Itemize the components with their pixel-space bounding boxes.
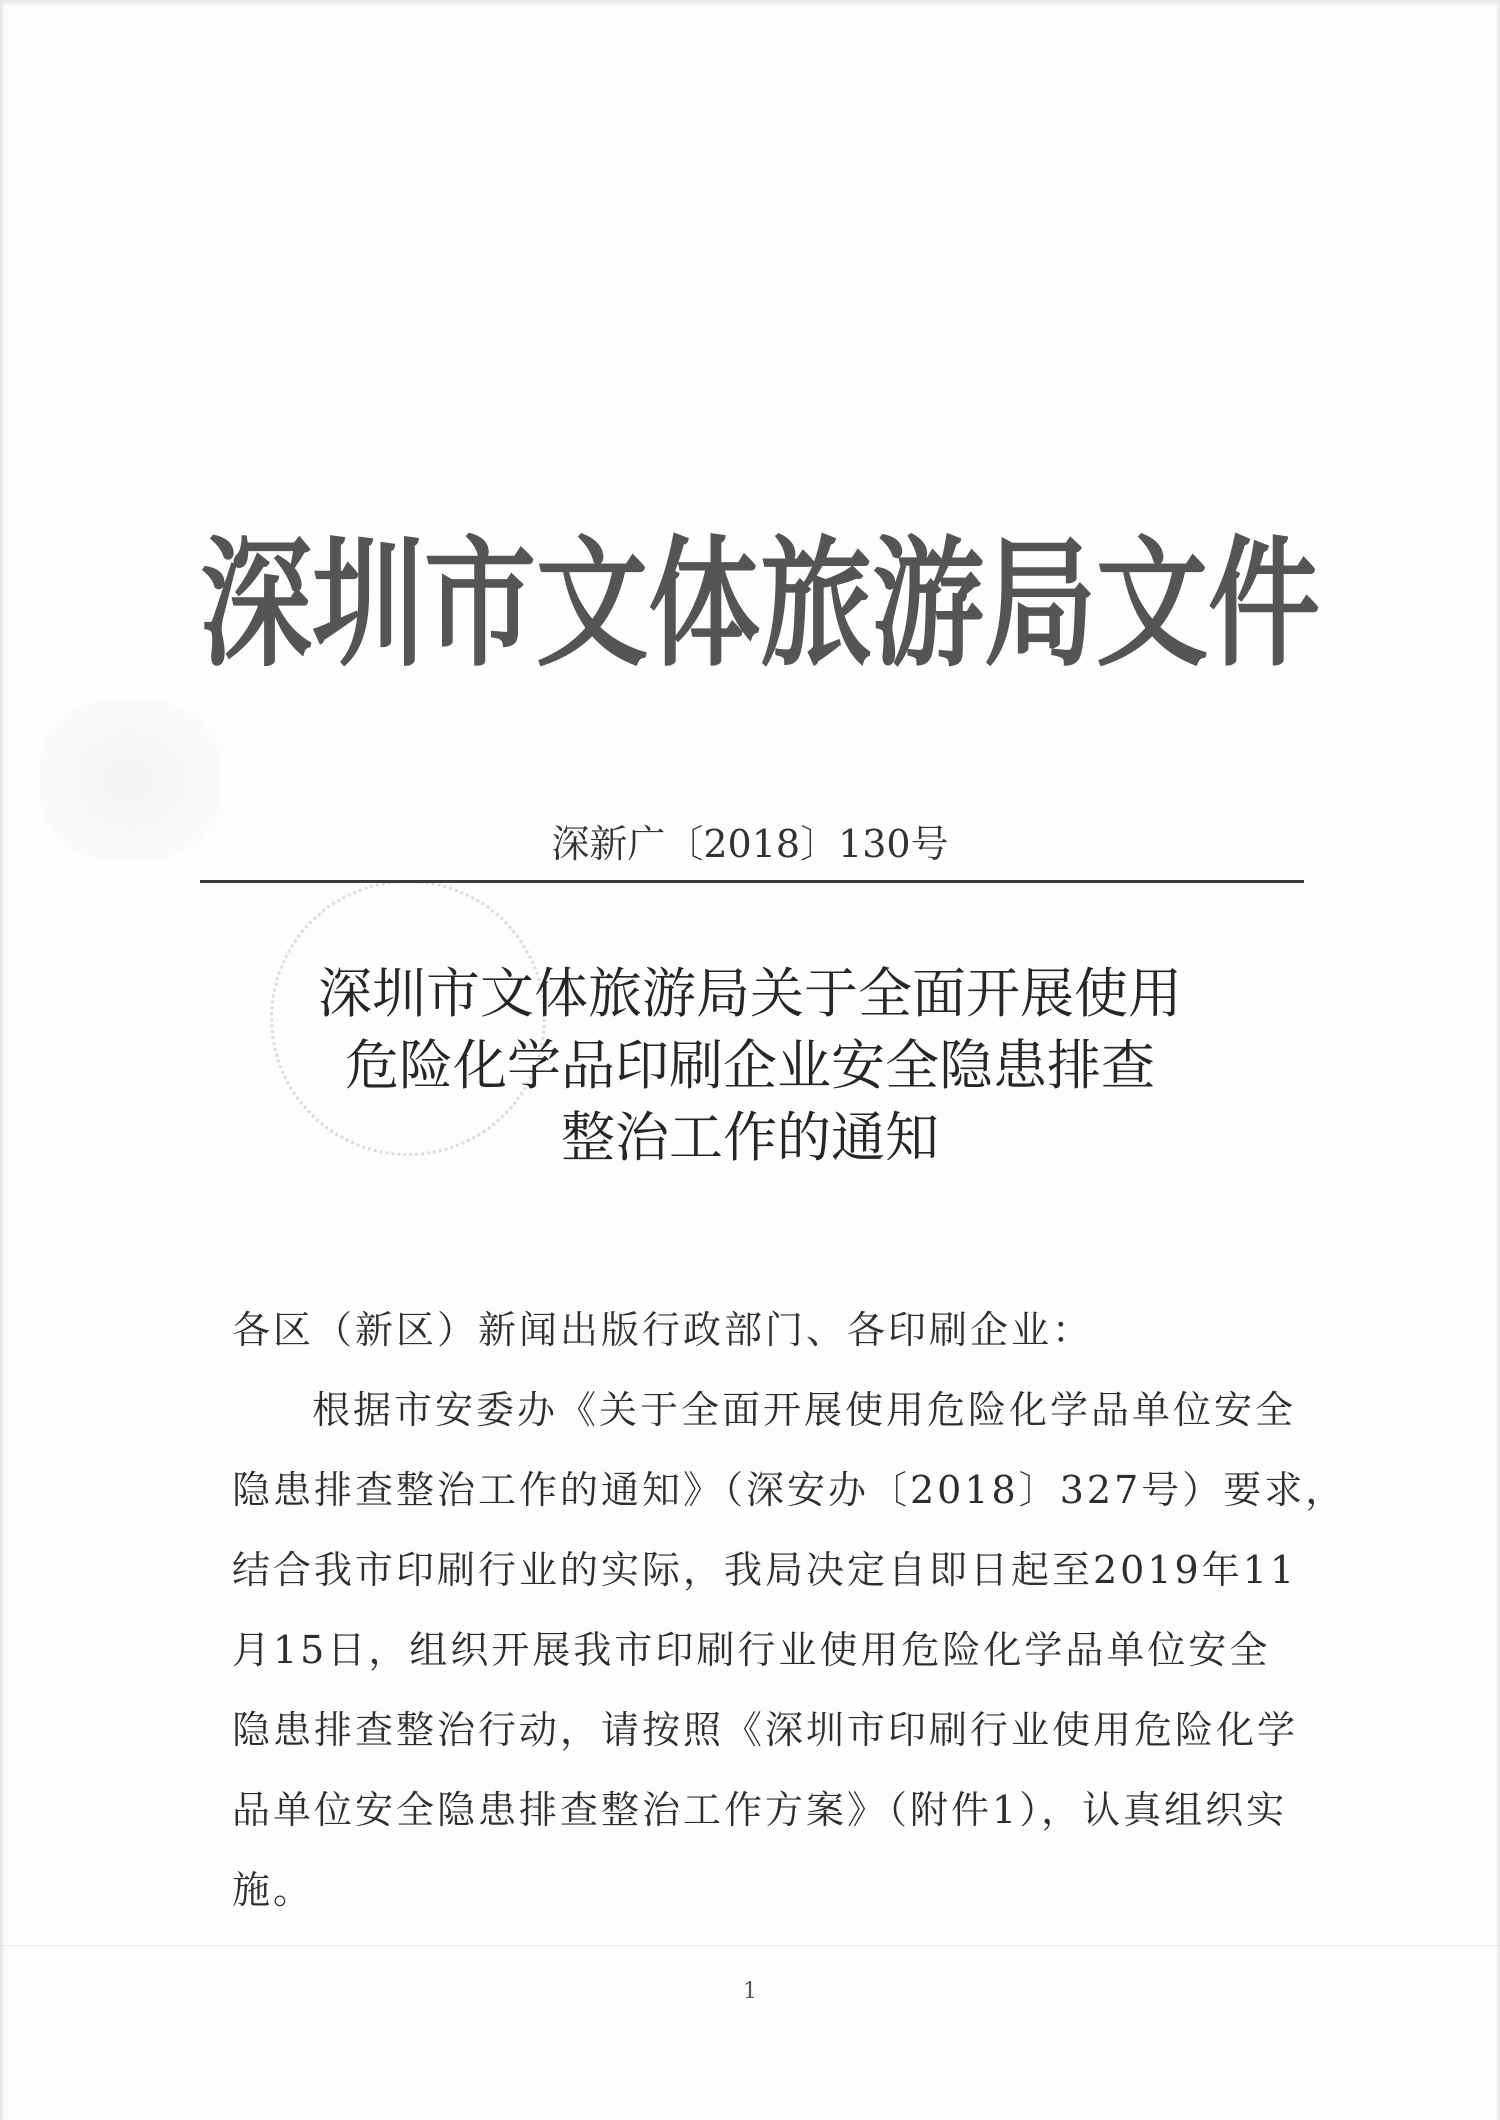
notice-title-line: 危险化学品印刷企业安全隐患排查 (345, 1034, 1155, 1097)
notice-title-line: 整治工作的通知 (561, 1106, 939, 1169)
notice-title-line: 深圳市文体旅游局关于全面开展使用 (318, 962, 1182, 1025)
body-line: 隐患排查整治工作的通知》（深安办〔2018〕327号）要求， (232, 1468, 1347, 1512)
scan-fold-line (0, 1945, 1500, 1946)
notice-body (232, 1290, 1347, 1930)
scan-edge-top (0, 0, 1500, 6)
masthead-divider (200, 880, 1304, 883)
scan-edge-right (1495, 0, 1500, 2120)
body-line: 月15日，组织开展我市印刷行业使用危险化学品单位安全 (232, 1628, 1271, 1672)
body-line: 品单位安全隐患排查整治工作方案》（附件1），认真组织实 (232, 1788, 1288, 1832)
body-line: 隐患排查整治行动，请按照《深圳市印刷行业使用危险化学 (232, 1708, 1299, 1752)
masthead-title: 深圳市文体旅游局文件 (200, 523, 1320, 687)
salutation: 各区（新区）新闻出版行政部门、各印刷企业： (232, 1308, 1094, 1352)
notice-title (200, 958, 1300, 1174)
body-line: 根据市安委办《关于全面开展使用危险化学品单位安全 (312, 1388, 1297, 1432)
scan-edge-left (0, 0, 5, 2120)
body-line: 施。 (232, 1868, 315, 1912)
page-number: 1 (743, 1979, 757, 2004)
faint-scan-smudge (40, 700, 220, 860)
body-line: 结合我市印刷行业的实际，我局决定自即日起至2019年11 (232, 1548, 1298, 1592)
document-number: 深新广〔2018〕130号 (551, 822, 949, 866)
